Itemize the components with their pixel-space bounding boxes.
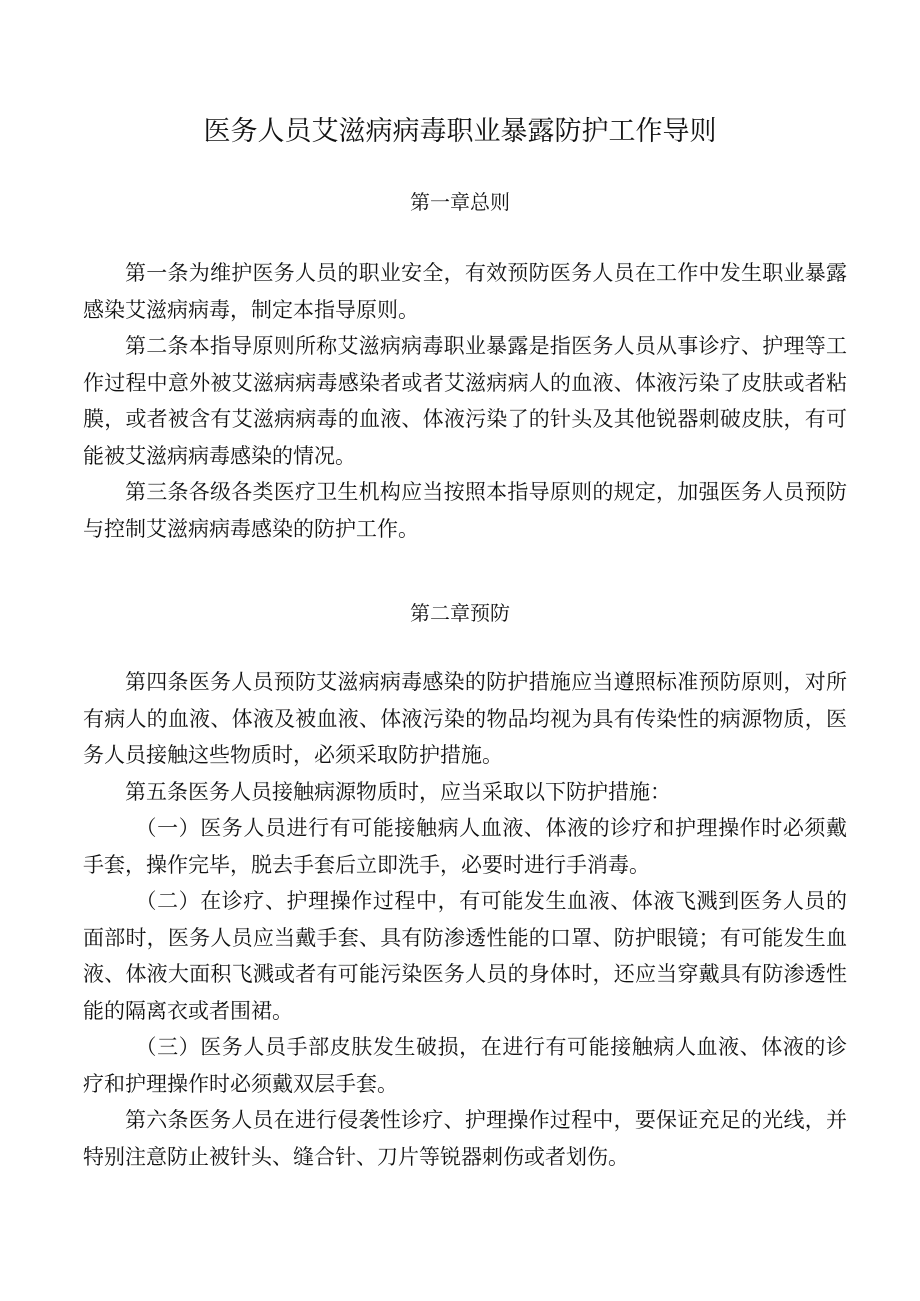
chapter-2-body — [83, 664, 847, 1175]
chapter-2-heading: 第二章预防 — [410, 601, 510, 625]
article-5-item-3: （三）医务人员手部皮肤发生破损，在进行有可能接触病人血液、体液的诊疗和护理操作时必须戴双层手套。 — [83, 1035, 847, 1096]
article-3-paragraph: 第三条各级各类医疗卫生机构应当按照本指导原则的规定，加强医务人员预防与控制艾滋病病毒感染的防护工作。 — [83, 480, 847, 541]
article-4-paragraph: 第四条医务人员预防艾滋病病毒感染的防护措施应当遵照标准预防原则，对所有病人的血液、体液及被血液、体液污染的物品均视为具有传染性的病源物质，医务人员接触这些物质时，必须采取防护措施。 — [83, 670, 847, 767]
article-5-item-1: （一）医务人员进行有可能接触病人血液、体液的诊疗和护理操作时必须戴手套，操作完毕，脱去手套后立即洗手，必要时进行手消毒。 — [83, 816, 847, 877]
article-6-paragraph: 第六条医务人员在进行侵袭性诊疗、护理操作过程中，要保证充足的光线，并特别注意防止被针头、缝合针、刀片等锐器刺伤或者划伤。 — [83, 1108, 847, 1169]
article-5-paragraph: 第五条医务人员接触病源物质时，应当采取以下防护措施： — [125, 779, 671, 804]
chapter-1-body — [83, 255, 847, 547]
document-title: 医务人员艾滋病病毒职业暴露防护工作导则 — [203, 116, 717, 147]
article-5-item-2: （二）在诊疗、护理操作过程中，有可能发生血液、体液飞溅到医务人员的面部时，医务人员应当戴手套、具有防渗透性能的口罩、防护眼镜；有可能发生血液、体液大面积飞溅或者有可能污染医务人员的身体时，还应当穿戴具有防渗透性能的隔离衣或者围裙。 — [83, 889, 847, 1023]
chapter-1-heading: 第一章总则 — [410, 190, 510, 214]
article-2-paragraph: 第二条本指导原则所称艾滋病病毒职业暴露是指医务人员从事诊疗、护理等工作过程中意外被艾滋病病毒感染者或者艾滋病病人的血液、体液污染了皮肤或者粘膜，或者被含有艾滋病病毒的血液、体液污染了的针头及其他锐器刺破皮肤，有可能被艾滋病病毒感染的情况。 — [83, 334, 847, 468]
article-1-paragraph: 第一条为维护医务人员的职业安全，有效预防医务人员在工作中发生职业暴露感染艾滋病病毒，制定本指导原则。 — [83, 261, 847, 322]
